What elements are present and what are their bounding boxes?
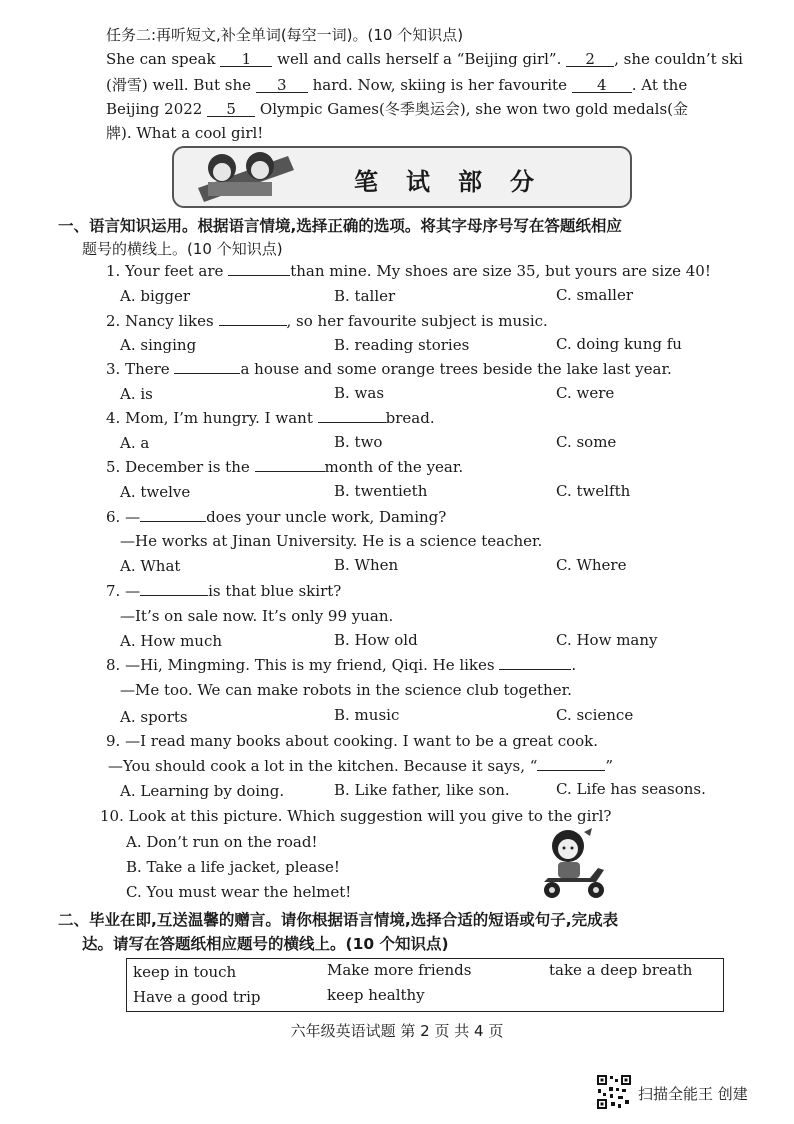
option-a: A. Learning by doing. <box>120 782 285 800</box>
phrase: keep healthy <box>327 986 425 1004</box>
text: is that blue skirt? <box>208 582 342 600</box>
girl-on-scooter-icon <box>534 826 614 902</box>
option-b: B. music <box>334 706 400 724</box>
option-b: B. two <box>334 433 383 451</box>
section1-heading-2: 题号的横线上。(10 个知识点) <box>82 240 283 258</box>
text: ” <box>605 757 614 775</box>
text: , she couldn’t ski <box>614 50 743 68</box>
answer-blank <box>174 373 240 374</box>
question-8 <box>106 656 576 674</box>
option-a: A. How much <box>120 632 223 650</box>
option-b: B. How old <box>334 631 418 649</box>
passage-line-3 <box>106 98 688 119</box>
option-b: B. When <box>334 556 399 574</box>
blank-4: 4 <box>572 78 632 93</box>
text: —You should cook a lot in the kitchen. Because it says, “ <box>108 757 538 775</box>
dialogue-line: —It’s on sale now. It’s only 99 yuan. <box>120 607 394 625</box>
answer-blank <box>219 325 287 326</box>
passage-line-4: 牌). What a cool girl! <box>106 124 264 142</box>
question-2 <box>106 312 548 330</box>
question-3 <box>106 360 672 378</box>
option-a: A. a <box>120 434 150 452</box>
text: Olympic Games(冬季奥运会), she won two gold medals(金 <box>259 100 689 118</box>
option-c: C. were <box>556 384 615 402</box>
option-c: C. Life has seasons. <box>556 780 706 798</box>
blank-3: 3 <box>256 78 308 93</box>
text: a house and some orange trees beside the lake last year. <box>240 360 672 378</box>
option-a: A. twelve <box>120 483 191 501</box>
text: (滑雪) well. But she <box>106 76 252 94</box>
section1-heading: 一、语言知识运用。根据语言情境,选择正确的选项。将其字母序号写在答题纸相应 <box>58 217 622 235</box>
question-6 <box>106 508 446 526</box>
answer-blank <box>255 471 325 472</box>
text: does your uncle work, Daming? <box>206 508 447 526</box>
option-c: C. Where <box>556 556 627 574</box>
answer-blank <box>499 669 571 670</box>
qr-code-icon <box>596 1074 632 1110</box>
text: 7. — <box>106 582 141 600</box>
option-a: A. sports <box>120 708 188 726</box>
option-c: C. You must wear the helmet! <box>126 883 352 901</box>
answer-blank <box>228 275 290 276</box>
phrase: Make more friends <box>327 961 472 979</box>
dialogue-line <box>108 757 613 775</box>
option-c: C. some <box>556 433 617 451</box>
option-c: C. twelfth <box>556 482 631 500</box>
text: 2. Nancy likes <box>106 312 214 330</box>
section2-heading-2: 达。请写在答题纸相应题号的横线上。(10 个知识点) <box>82 935 449 953</box>
text: . <box>571 656 577 674</box>
text: 1. Your feet are <box>106 262 224 280</box>
option-b: B. reading stories <box>334 336 470 354</box>
banner-title: 笔试部分 <box>354 168 562 196</box>
children-illustration-icon <box>178 148 298 202</box>
answer-blank <box>318 422 386 423</box>
written-test-banner <box>172 146 632 208</box>
option-b: B. taller <box>334 287 396 305</box>
blank-5: 5 <box>207 102 255 117</box>
text: well and calls herself a “Beijing girl”. <box>277 50 562 68</box>
text: 4. Mom, I’m hungry. I want <box>106 409 313 427</box>
answer-blank <box>140 595 208 596</box>
text: , so her favourite subject is music. <box>286 312 548 330</box>
option-c: C. smaller <box>556 286 633 304</box>
passage-line-1 <box>106 50 743 68</box>
question-10: 10. Look at this picture. Which suggestion will you give to the girl? <box>100 807 612 825</box>
question-4 <box>106 409 435 427</box>
question-9: 9. —I read many books about cooking. I want to be a great cook. <box>106 732 599 750</box>
text: Beijing 2022 <box>106 100 203 118</box>
text: 5. December is the <box>106 458 250 476</box>
option-c: C. doing kung fu <box>556 335 682 353</box>
text: 3. There <box>106 360 170 378</box>
option-a: A. is <box>120 385 153 403</box>
text: than mine. My shoes are size 35, but yours are size 40! <box>290 262 711 280</box>
option-b: B. twentieth <box>334 482 428 500</box>
answer-blank <box>140 521 206 522</box>
text: . At the <box>631 76 688 94</box>
text: hard. Now, skiing is her favourite <box>312 76 567 94</box>
task2-title: 任务二:再听短文,补全单词(每空一词)。(10 个知识点) <box>106 26 464 44</box>
phrase: take a deep breath <box>549 961 693 979</box>
answer-blank <box>537 770 605 771</box>
text: month of the year. <box>324 458 464 476</box>
phrase: Have a good trip <box>133 988 261 1006</box>
section2-heading: 二、毕业在即,互送温馨的赠言。请你根据语言情境,选择合适的短语或句子,完成表 <box>58 911 619 929</box>
option-a: A. bigger <box>120 287 191 305</box>
phrase: keep in touch <box>133 963 237 981</box>
blank-1: 1 <box>220 52 272 67</box>
page-footer: 六年级英语试题 第 2 页 共 4 页 <box>290 1022 504 1040</box>
question-7 <box>106 582 341 600</box>
option-a: A. singing <box>120 336 197 354</box>
text: 8. —Hi, Mingming. This is my friend, Qiqi. He likes <box>106 656 495 674</box>
text: bread. <box>385 409 435 427</box>
text: 6. — <box>106 508 141 526</box>
text: She can speak <box>106 50 216 68</box>
question-1 <box>106 262 711 280</box>
option-b: B. Like father, like son. <box>334 781 510 799</box>
option-b: B. was <box>334 384 385 402</box>
dialogue-line: —He works at Jinan University. He is a science teacher. <box>120 532 543 550</box>
option-a: A. What <box>120 557 181 575</box>
option-b: B. Take a life jacket, please! <box>126 858 340 876</box>
option-c: C. science <box>556 706 634 724</box>
option-a: A. Don’t run on the road! <box>126 833 318 851</box>
scanner-watermark: 扫描全能王 创建 <box>638 1085 748 1103</box>
blank-2: 2 <box>566 52 614 67</box>
question-5 <box>106 458 463 476</box>
passage-line-2 <box>106 74 687 95</box>
phrase-box <box>126 958 724 1012</box>
option-c: C. How many <box>556 631 658 649</box>
dialogue-line: —Me too. We can make robots in the science club together. <box>120 681 572 699</box>
